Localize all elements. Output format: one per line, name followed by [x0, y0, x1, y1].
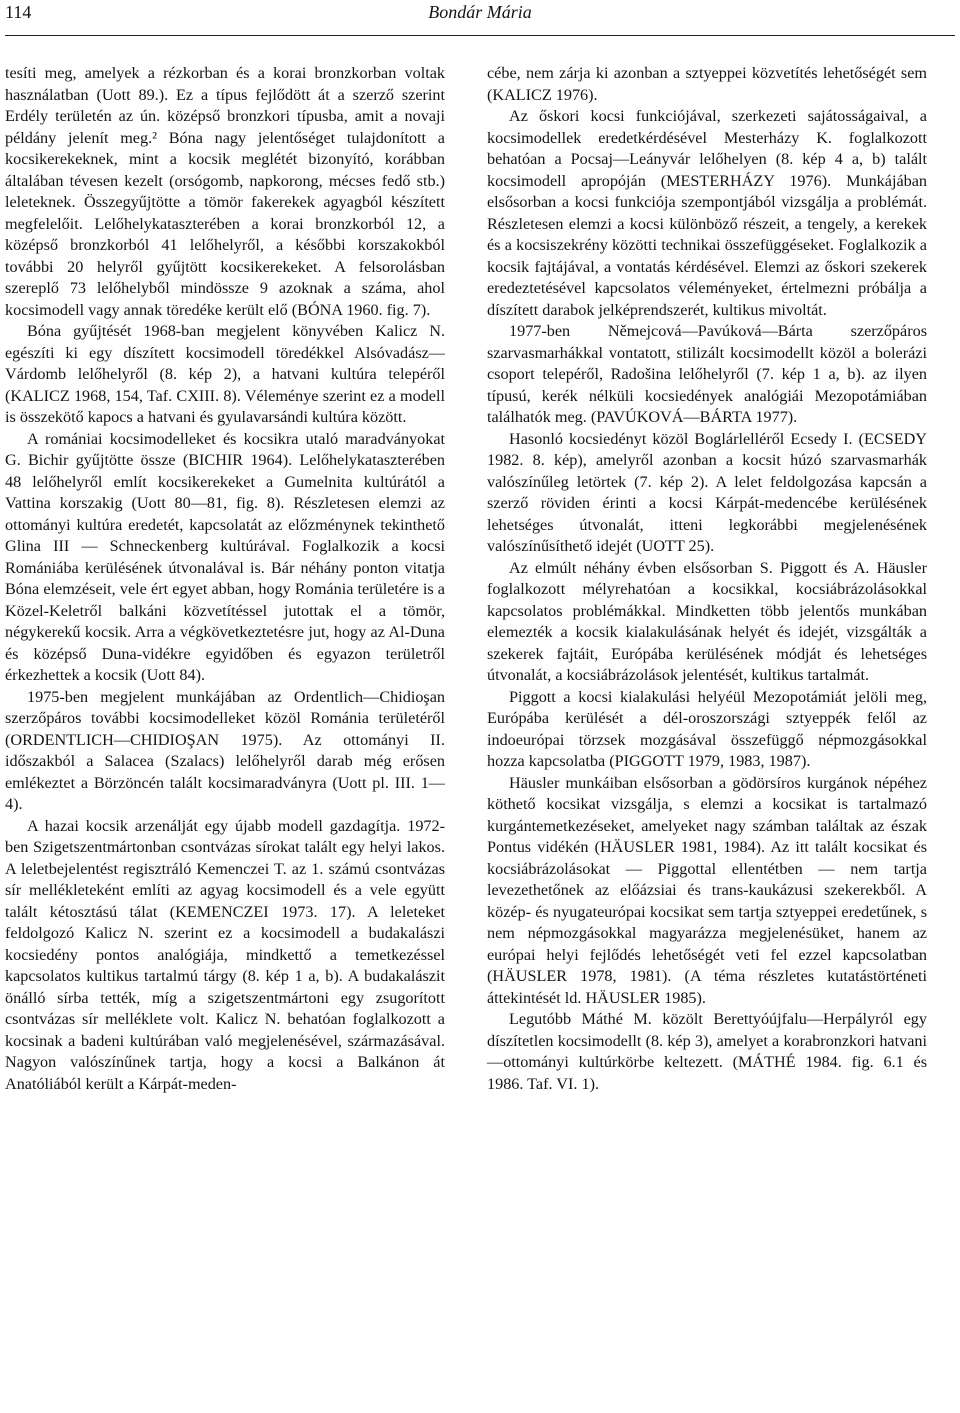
left-column: [5, 63, 445, 1095]
paragraph: cébe, nem zárja ki azonban a sztyeppei közvetítés lehetőségét sem (KALICZ 1976).: [487, 64, 927, 104]
paragraph: A hazai kocsik arzenálját egy újabb modell gazdagítja. 1972-ben Szigetszentmártonban csontvázas sírokat talált egy helyi lakos. A leletbejelentést regisztráló Kemenczei T. az 1. számú csontvázas sír mellékleteként említi az agyag kocsimodell és a vele együtt talált kétosztású tálat (KEMENCZEI 1973. 17). A leleteket feldolgozó Kalicz N. szerint ez a kocsimodell a budakalászi kocsiedény pontos analógiája, mindkettő a temetkezéssel kapcsolatos kultikus tartalmú tárgy (8. kép 1 a, b). A budakalászit önálló sírba tették, míg a szigetszentmártoni egy zsugorított csontvázas sír melléklete volt. Kalicz N. behatóan foglalkozott a kocsinak a badeni kultúrában való megjelenésével, származásával. Nagyon valószínűnek tartja, hogy a kocsi a Balkánon át Anatóliából került a Kárpát-meden-: [5, 816, 445, 1093]
right-column: [487, 63, 927, 1095]
paragraph: Häusler munkáiban elsősorban a gödörsíros kurgánok népéhez köthető kocsikat vizsgálja, s elemzi a kocsikat is tartalmazó kurgántemetkezéseket, amelyeket nagy számban találtak az észak Pontus vidékén (HÄUSLER 1981, 1984). Az itt talált kocsikat és kocsiábrázolásokat — Piggottal ellentétben — nem tartja levezethetőnek az előázsiai és trans-kaukázusi szekerekből. A közép- és nyugateurópai kocsikat sem tartja sztyeppei eredetűnek, s nem népmozgásokkal magyarázza megjelenésüket, hanem az európai helyi fejlődés lehetőségét veti fel ezzel kapcsolatban (HÄUSLER 1978, 1981). (A téma részletes kutatástörténeti áttekintését ld. HÄUSLER 1985).: [487, 773, 927, 1007]
page-header: [0, 0, 960, 40]
paragraph: 1977-ben Němejcová—Pavúková—Bárta szerzőpáros szarvasmarhákkal vontatott, stilizált kocsimodellt közöl a bolerázi csoport telepéről, Radošina lelőhelyről (7. kép 1 a, b). az ilyen típusú, kerék nélküli kocsiedények analógiái Mezopotámiában találhatók meg. (PAVÚKOVÁ—BÁRTA 1977).: [487, 322, 927, 426]
paragraph: 1975-ben megjelent munkájában az Ordentlich—Chidioşan szerzőpáros további kocsimodelleket közöl Románia területéről (ORDENTLICH—CHIDIOŞAN 1975). Az ottományi II. időszakból a Salacea (Szalacs) lelőhelyről darab még erősen emlékeztet a Börzöncén talált kocsimaradványra (Uott pl. III. 1—4).: [5, 687, 445, 813]
page-number: 114: [5, 2, 32, 22]
paragraph: Piggott a kocsi kialakulási helyéül Mezopotámiát jelöli meg, Európába kerülését a dél-oroszországi sztyeppék felől az indoeurópai törzsek mozgásával összefüggő népmozgásokkal hozza kapcsolatba (PIGGOTT 1979, 1983, 1987).: [487, 687, 927, 770]
paragraph: Legutóbb Máthé M. közölt Berettyóújfalu—Herpályról egy díszítetlen kocsimodellt (8. kép 3), amelyet a korabronzkori hatvani—ottományi kultúrkörbe keltezett. (MÁTHÉ 1984. fig. 6.1 és 1986. Taf. VI. 1).: [487, 1010, 927, 1093]
header-rule: [5, 35, 955, 36]
paragraph: Hasonló kocsiedényt közöl Boglárlelléről Ecsedy I. (ECSEDY 1982. 8. kép), amelyről azonban a kocsit húzó szarvasmarhák valószínűleg letörtek (7. kép 2). A lelet feldolgozása kapcsán a szerző röviden érinti a kocsi Kárpát-medencébe kerülésének lehetséges útvonalát, itteni legkorábbi megjelenésének valószínűsíthető idejét (UOTT 25).: [487, 429, 927, 555]
paragraph: A romániai kocsimodelleket és kocsikra utaló maradványokat G. Bichir gyűjtötte össze (BICHIR 1964). Lelőhelykataszterében 48 lelőhelyről említ kocsikerekeket a Gumelnita kultúrától a Vattina korszakig (Uott 80—81, fig. 8). Részletesen elemzi az ottományi kultúra eredetét, kapcsolatát az előzménynek tekinthető Glina III — Schneckenberg kultúrával. Foglalkozik a kocsi Romániába kerülésének útvonalával is. Bár néhány ponton vitatja Bóna elemzéseit, vele ért egyet abban, hogy Románia területére is a Közel-Keletről balkáni közvetítéssel jutottak el a tömör, négykerekű kocsik. Arra a végkövetkeztetésre jut, hogy az Al-Duna és középső Duna-vidékre egyidőben és egyazon területről érkezhettek a kocsik (Uott 84).: [5, 429, 445, 684]
paragraph: Az elmúlt néhány évben elsősorban S. Piggott és A. Häusler foglalkozott mélyrehatóan a kocsikkal, kocsiábrázolásokkal kapcsolatos problémákkal. Mindketten több jelentős munkában elemezték a kocsik kialakulásának helyét és idejét, vizsgálták a szekerek fajtáit, Európába kerülésének módját és lehetséges útvonalát, a kocsiábrázolások jelentését, kultikus tartalmát.: [487, 558, 927, 684]
paragraph: Bóna gyűjtését 1968-ban megjelent könyvében Kalicz N. egészíti ki egy díszített kocsimodell töredékkel Alsóvadász—Várdomb lelőhelyről (8. kép 2), a hatvani kultúra telepéről (KALICZ 1968, 154, Taf. CXIII. 8). Véleménye szerint ez a modell is összekötő kapocs a hatvani és gyulavarsándi kultúra között.: [5, 322, 445, 426]
paragraph: Az őskori kocsi funkciójával, szerkezeti sajátosságaival, a kocsimodellek eredetkérdésével Mesterházy K. foglalkozott behatóan a Pocsaj—Leányvár lelőhelyen (8. kép 4 a, b) talált kocsimodell apropóján (MESTERHÁZY 1976). Munkájában elsősorban a kocsi funkciója szempontjából vizsgálja a problémát. Részletesen elemzi a kocsi különböző részeit, a tengely, a kerekek és a kocsiszekrény közötti technikai összefüggéseket. Foglalkozik a kocsik fajtájával, a vontatás kérdésével. Elemzi az őskori szekerek eredeztetésével kapcsolatos véleményeket, értelmezni próbálja a díszített darabok jelképrendszerét, kultikus mivoltát.: [487, 107, 927, 319]
running-head: Bondár Mária: [428, 2, 532, 22]
paragraph: tesíti meg, amelyek a rézkorban és a korai bronzkorban voltak használatban (Uott 89.). Ez a típus fejlődött át a szerző szerint Erdély területén az ún. középső bronzkori típusba, amit a novaji példány jelenít meg.² Bóna nagy jelentőséget tulajdonított a kocsikerekeknek, mint a kocsik meglétét bizonyító, korábban általában tévesen kezelt (orsógomb, napkorong, mécses fedő stb.) leleteknek. Összegyűjtötte a tömör fakerekek agyagból készített megfelelőit. Lelőhelykataszterében a korai bronzkorból 12, a középső bronzkorból 41 lelőhelyről, a későbbi korszakokból további 20 helyről gyűjtött kocsikerekeket. A felsorolásban szereplő 73 lelőhelyből mindössze 9 azoknak a száma, ahol kocsimodell vagy annak töredéke került elő (BÓNA 1960. fig. 7).: [5, 64, 445, 319]
